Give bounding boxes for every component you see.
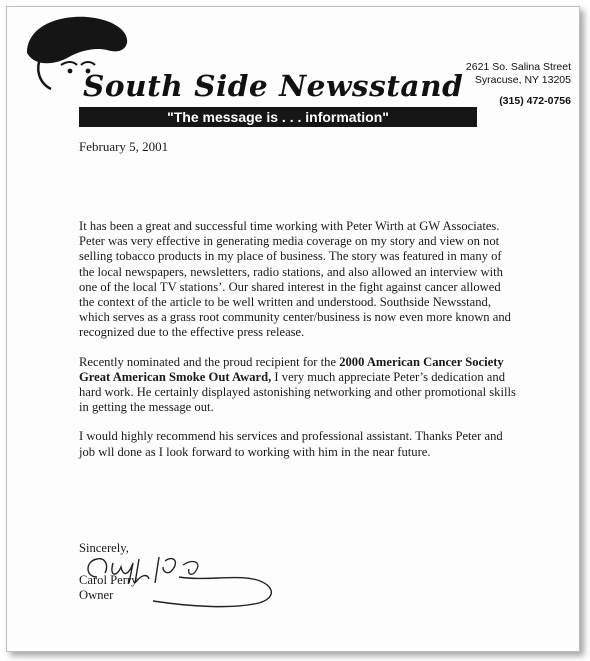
tagline-banner: "The message is . . . information" bbox=[79, 107, 477, 127]
paragraph-3: I would highly recommend his services and professional assistant. Thanks Peter and job wll done as I look forward to working with him in the near future. bbox=[79, 429, 503, 459]
address-street: 2621 So. Salina Street bbox=[465, 61, 571, 73]
closing: Sincerely, bbox=[79, 541, 129, 555]
paragraph-2-rest: I very much appreciate Peter’s dedication and hard work. He certainly displayed astonishing networking and other promotional skills in getting the message out. bbox=[79, 369, 516, 415]
signature-space bbox=[79, 557, 137, 573]
phone-number: (315) 472-0756 bbox=[499, 95, 571, 107]
paragraph-2-intro: Recently nominated and the proud recipient for the bbox=[79, 354, 340, 369]
signer-title: Owner bbox=[79, 588, 114, 602]
paragraph-1: It has been a great and successful time working with Peter Wirth at GW Associates. Peter was very effective in generating media coverage on my story and view on not selling tobacco products in my place of business. The story was featured in many of the local newspapers, newsletters, radio stations, and also allowed an interview with one of the local TV stations’. Our shared interest in the fight against cancer allowed the context of the article to be well written and understood. Southside Newsstand, which serves as a grass root community center/business is now even more known and recognized due to the effective press release. bbox=[79, 219, 511, 340]
letter-page bbox=[6, 6, 580, 652]
paragraph-2 bbox=[79, 355, 519, 416]
award-name: 2000 American Cancer Society Great American Smoke Out Award, bbox=[79, 354, 504, 384]
brand-name: South Side Newsstand bbox=[83, 69, 464, 103]
letter-date: February 5, 2001 bbox=[79, 139, 169, 154]
address-block bbox=[466, 61, 571, 108]
signer-name: Carol Perry bbox=[79, 572, 138, 587]
signature-block bbox=[79, 541, 137, 604]
address-city: Syracuse, NY 13205 bbox=[474, 74, 571, 86]
letter-body bbox=[79, 219, 519, 474]
